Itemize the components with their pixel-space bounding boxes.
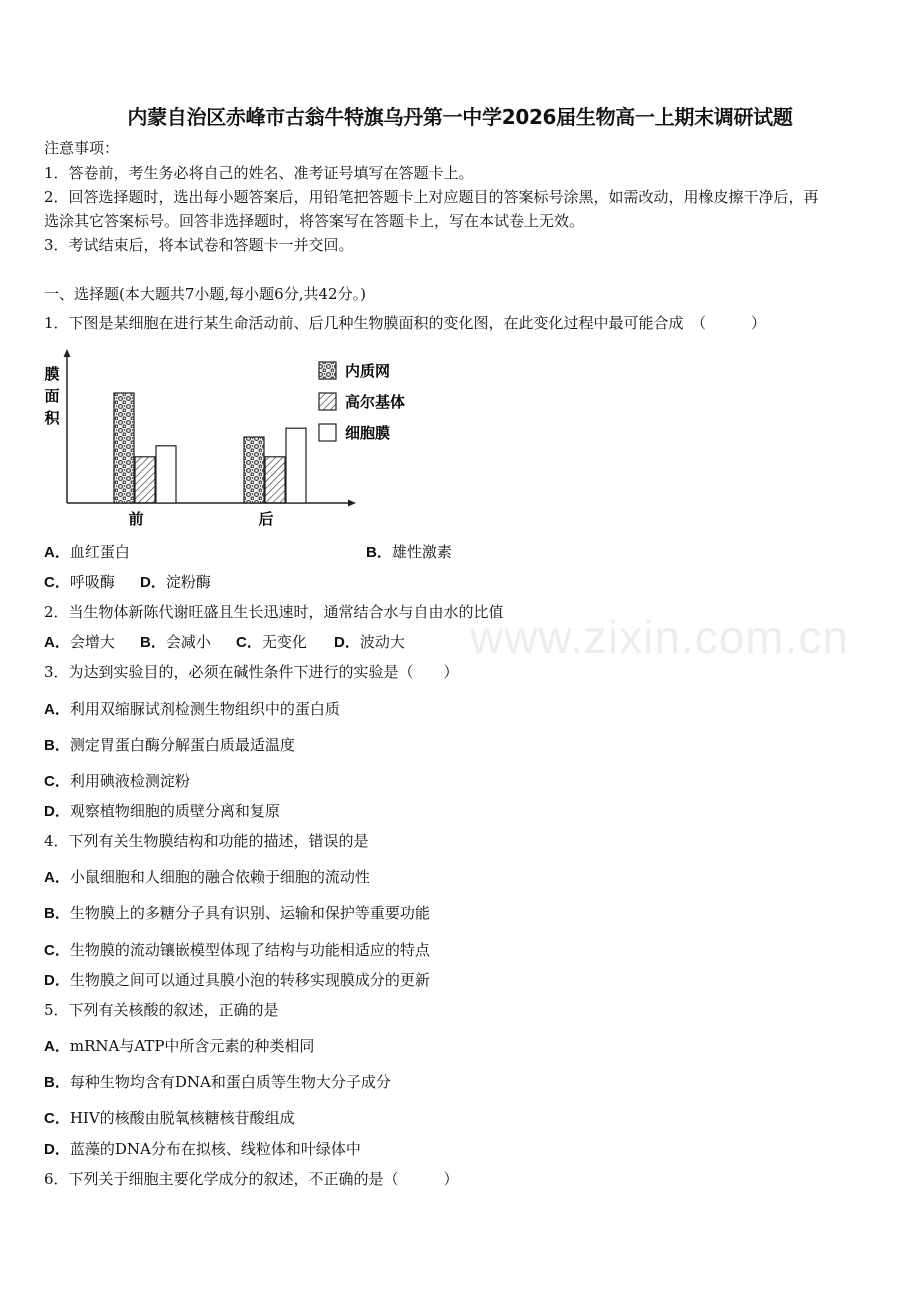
option-c[interactable]: C．利用碘液检测淀粉 [44,772,190,790]
question-stem: 3．为达到实验目的，必须在碱性条件下进行的实验是（ ） [44,663,459,681]
x-tick-label: 后 [258,510,274,528]
legend-label: 高尔基体 [345,393,406,411]
option-b[interactable]: B．会减小 [140,633,211,651]
bar-1-1 [114,393,134,503]
question-stem: 5．下列有关核酸的叙述，正确的是 [44,1001,279,1019]
bar-1-2 [244,437,264,503]
legend-swatch [319,362,336,379]
option-c[interactable]: C．呼吸酶 [44,573,115,591]
option-a[interactable]: A．mRNA与ATP中所含元素的种类相同 [44,1037,315,1055]
option-a[interactable]: A．小鼠细胞和人细胞的融合依赖于细胞的流动性 [44,868,370,886]
option-b[interactable]: B．生物膜上的多糖分子具有识别、运输和保护等重要功能 [44,904,430,922]
notice-item: 1．答卷前，考生务必将自己的姓名、准考证号填写在答题卡上。 [44,164,474,182]
bar-2-1 [135,457,155,503]
option-d[interactable]: D．蓝藻的DNA分布在拟核、线粒体和叶绿体中 [44,1140,361,1158]
option-b[interactable]: B．测定胃蛋白酶分解蛋白质最适温度 [44,736,295,754]
option-d[interactable]: D．观察植物细胞的质壁分离和复原 [44,802,280,820]
bar-3-1 [156,446,176,503]
membrane-area-chart [38,348,438,530]
option-a[interactable]: A．利用双缩脲试剂检测生物组织中的蛋白质 [44,700,340,718]
option-c[interactable]: C．无变化 [236,633,307,651]
option-d[interactable]: D．生物膜之间可以通过具膜小泡的转移实现膜成分的更新 [44,971,430,989]
option-a[interactable]: A．血红蛋白 [44,543,130,561]
x-tick-label: 前 [128,510,144,528]
option-c[interactable]: C．生物膜的流动镶嵌模型体现了结构与功能相适应的特点 [44,941,430,959]
question-stem: 4．下列有关生物膜结构和功能的描述，错误的是 [44,832,369,850]
legend-swatch [319,393,336,410]
option-b[interactable]: B．每种生物均含有DNA和蛋白质等生物大分子成分 [44,1073,391,1091]
question-stem: 1．下图是某细胞在进行某生命活动前、后几种生物膜面积的变化图，在此变化过程中最可能合成 （ ） [44,314,767,332]
bar-2-2 [265,457,285,503]
legend-label: 内质网 [345,362,391,380]
watermark: www.zixin.com.cn [470,611,849,663]
bar-3-2 [286,428,306,503]
legend-swatch [319,424,336,441]
x-axis-arrow [348,500,356,507]
question-stem: 6．下列关于细胞主要化学成分的叙述，不正确的是（ ） [44,1170,459,1188]
notice-item: 2．回答选择题时，选出每小题答案后，用铅笔把答题卡上对应题目的答案标号涂黑，如需改动，用橡皮擦干净后，再 [44,188,819,206]
section-heading: 一、选择题(本大题共7小题,每小题6分,共42分。) [44,285,366,303]
notice-item: 选涂其它答案标号。回答非选择题时，将答案写在答题卡上，写在本试卷上无效。 [44,212,585,230]
y-axis-label: 膜 [44,365,60,383]
y-axis-arrow [64,349,71,357]
option-d[interactable]: D．淀粉酶 [140,573,211,591]
legend-label: 细胞膜 [345,424,391,442]
notice-heading: 注意事项： [44,139,120,157]
option-d[interactable]: D．波动大 [334,633,405,651]
option-b[interactable]: B．雄性激素 [366,543,452,561]
option-c[interactable]: C．HIV的核酸由脱氧核糖核苷酸组成 [44,1109,295,1127]
notice-item: 3．考试结束后，将本试卷和答题卡一并交回。 [44,236,354,254]
y-axis-label: 积 [44,409,60,427]
y-axis-label: 面 [44,387,60,405]
option-a[interactable]: A．会增大 [44,633,115,651]
page-title: 内蒙自治区赤峰市古翁牛特旗乌丹第一中学2026届生物高一上期末调研试题 [127,105,793,129]
question-stem: 2．当生物体新陈代谢旺盛且生长迅速时，通常结合水与自由水的比值 [44,603,504,621]
